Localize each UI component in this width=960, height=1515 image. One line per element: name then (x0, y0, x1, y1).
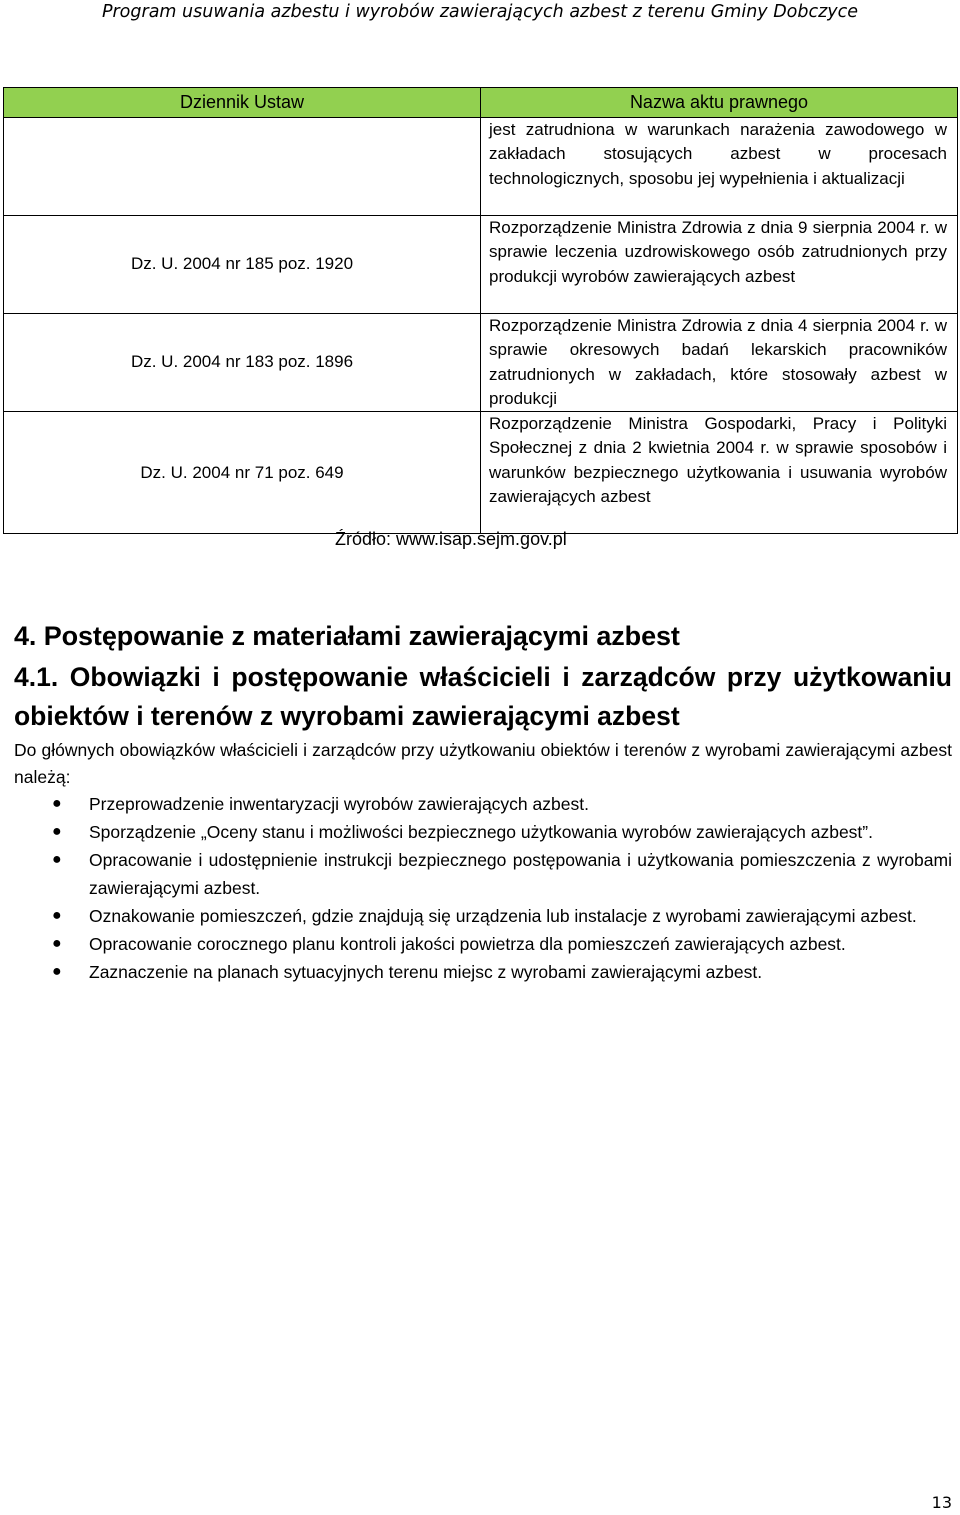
table-cell-journal: Dz. U. 2004 nr 183 poz. 1896 (4, 314, 481, 412)
table-row (4, 412, 958, 534)
column-header-act-name: Nazwa aktu prawnego (481, 88, 958, 118)
list-item-text: Sporządzenie „Oceny stanu i możliwości bezpiecznego użytkowania wyrobów zawierających azbest”. (89, 822, 873, 842)
list-item (14, 790, 952, 818)
duties-list (14, 790, 952, 986)
list-item (14, 818, 952, 846)
page-header (0, 0, 960, 24)
table-cell-act-name: Rozporządzenie Ministra Zdrowia z dnia 9 sierpnia 2004 r. w sprawie leczenia uzdrowiskowego osób zatrudnionych przy produkcji wyrobów zawierających azbest (481, 216, 958, 314)
list-item (14, 846, 952, 902)
list-item (14, 902, 952, 930)
page-number: 13 (931, 1493, 952, 1512)
bullet-icon: ● (52, 935, 62, 952)
bullet-icon: ● (52, 795, 62, 812)
header-title: Program usuwania azbestu i wyrobów zawierających azbest z terenu Gminy Dobczyce (101, 2, 859, 22)
table-cell-act-name: Rozporządzenie Ministra Zdrowia z dnia 4 sierpnia 2004 r. w sprawie okresowych badań lekarskich pracowników zatrudnionych w zakładach, które stosowały azbest w produkcji (481, 314, 958, 412)
legal-acts-table (3, 87, 958, 534)
table-row (4, 216, 958, 314)
column-header-journal: Dziennik Ustaw (4, 88, 481, 118)
list-item (14, 958, 952, 986)
bullet-icon: ● (52, 851, 62, 868)
list-item-text: Opracowanie i udostępnienie instrukcji bezpiecznego postępowania i użytkowania pomieszczenia z wyrobami zawierającymi azbest. (89, 850, 952, 898)
section-4-1-intro: Do głównych obowiązków właścicieli i zarządców przy użytkowaniu obiektów i terenów z wyrobami zawierającymi azbest należą: (14, 740, 952, 787)
table-cell-journal (4, 118, 481, 216)
list-item (14, 930, 952, 958)
bullet-icon: ● (52, 907, 62, 924)
section-4-heading: 4. Postępowanie z materiałami zawierającymi azbest (14, 621, 680, 651)
table-cell-journal: Dz. U. 2004 nr 185 poz. 1920 (4, 216, 481, 314)
bullet-icon: ● (52, 823, 62, 840)
table-cell-journal: Dz. U. 2004 nr 71 poz. 649 (4, 412, 481, 534)
table-cell-act-name: Rozporządzenie Ministra Gospodarki, Pracy i Polityki Społecznej z dnia 2 kwietnia 2004 r. w sprawie sposobów i warunków bezpiecznego użytkowania i usuwania wyrobów zawierających azbest (481, 412, 958, 534)
table-source-note: Źródło: www.isap.sejm.gov.pl (335, 529, 567, 549)
list-item-text: Zaznaczenie na planach sytuacyjnych terenu miejsc z wyrobami zawierającymi azbest. (89, 962, 763, 982)
list-item-text: Opracowanie corocznego planu kontroli jakości powietrza dla pomieszczeń zawierających azbest. (89, 934, 846, 954)
table-row (4, 118, 958, 216)
list-item-text: Oznakowanie pomieszczeń, gdzie znajdują się urządzenia lub instalacje z wyrobami zawierającymi azbest. (89, 906, 917, 926)
table-row (4, 314, 958, 412)
table-cell-act-name: jest zatrudniona w warunkach narażenia zawodowego w zakładach stosujących azbest w procesach technologicznych, sposobu jej wypełnienia i aktualizacji (481, 118, 958, 216)
bullet-icon: ● (52, 963, 62, 980)
section-4-1-heading: 4.1. Obowiązki i postępowanie właścicieli i zarządców przy użytkowaniu obiektów i terenów z wyrobami zawierającymi azbest (14, 662, 952, 731)
table-header-row (4, 88, 958, 118)
list-item-text: Przeprowadzenie inwentaryzacji wyrobów zawierających azbest. (89, 794, 589, 814)
